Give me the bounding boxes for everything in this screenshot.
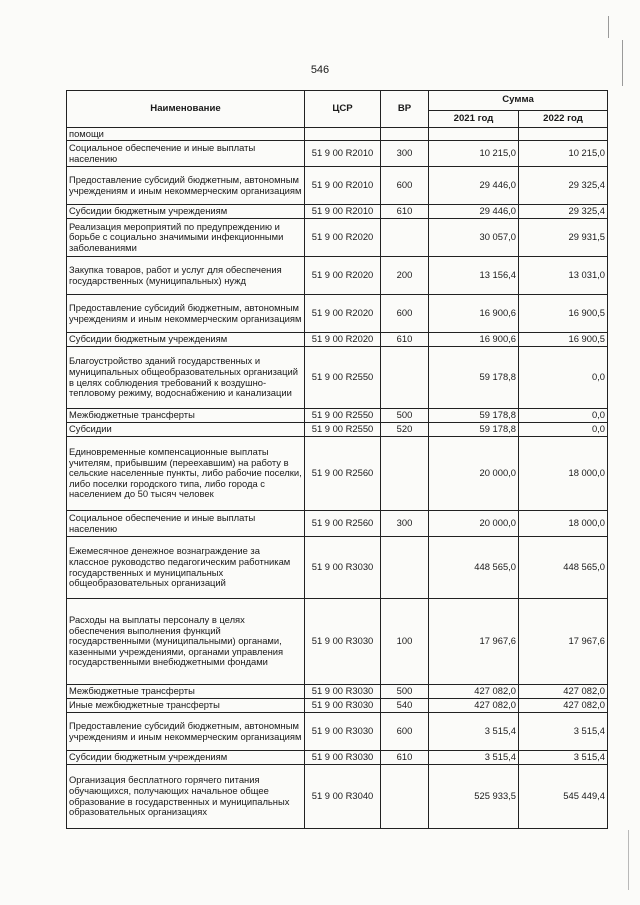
scan-edge-mark-right xyxy=(622,40,623,86)
row-amount-2022: 0,0 xyxy=(519,409,608,423)
row-amount-2022: 13 031,0 xyxy=(519,257,608,295)
row-vr-code: 610 xyxy=(381,751,429,765)
row-name: Межбюджетные трансферты xyxy=(67,685,305,699)
row-csr-code: 51 9 00 R3030 xyxy=(305,599,381,685)
row-csr-code xyxy=(305,128,381,141)
row-amount-2021: 13 156,4 xyxy=(429,257,519,295)
row-csr-code: 51 9 00 R2010 xyxy=(305,205,381,219)
row-amount-2021: 448 565,0 xyxy=(429,537,519,599)
scan-edge-mark-top xyxy=(608,16,609,38)
row-amount-2022: 427 082,0 xyxy=(519,699,608,713)
row-csr-code: 51 9 00 R2010 xyxy=(305,141,381,167)
row-name: Закупка товаров, работ и услуг для обеспечения государственных (муниципальных) нужд xyxy=(67,257,305,295)
row-vr-code xyxy=(381,128,429,141)
table-row xyxy=(67,511,608,537)
row-name: Субсидии бюджетным учреждениям xyxy=(67,333,305,347)
row-name: Субсидии бюджетным учреждениям xyxy=(67,751,305,765)
table-row xyxy=(67,751,608,765)
row-amount-2021: 59 178,8 xyxy=(429,423,519,437)
table-row xyxy=(67,423,608,437)
row-amount-2022: 3 515,4 xyxy=(519,751,608,765)
row-vr-code xyxy=(381,537,429,599)
row-name: Межбюджетные трансферты xyxy=(67,409,305,423)
row-csr-code: 51 9 00 R2550 xyxy=(305,423,381,437)
row-name: Предоставление субсидий бюджетным, автономным учреждениям и иным некоммерческим организациям xyxy=(67,295,305,333)
row-amount-2021: 427 082,0 xyxy=(429,699,519,713)
row-csr-code: 51 9 00 R2020 xyxy=(305,257,381,295)
row-amount-2022: 29 931,5 xyxy=(519,219,608,257)
row-csr-code: 51 9 00 R2560 xyxy=(305,437,381,511)
row-csr-code: 51 9 00 R2560 xyxy=(305,511,381,537)
row-amount-2021: 16 900,6 xyxy=(429,295,519,333)
row-amount-2022: 10 215,0 xyxy=(519,141,608,167)
header-year-2022: 2022 год xyxy=(519,111,608,128)
row-amount-2021: 59 178,8 xyxy=(429,347,519,409)
row-amount-2021: 59 178,8 xyxy=(429,409,519,423)
row-vr-code: 300 xyxy=(381,511,429,537)
page-number: 546 xyxy=(310,64,330,76)
row-csr-code: 51 9 00 R2020 xyxy=(305,333,381,347)
table-row xyxy=(67,128,608,141)
row-vr-code xyxy=(381,219,429,257)
row-csr-code: 51 9 00 R3030 xyxy=(305,537,381,599)
row-amount-2021: 3 515,4 xyxy=(429,713,519,751)
budget-table xyxy=(66,90,608,829)
row-amount-2022: 16 900,5 xyxy=(519,295,608,333)
row-amount-2021: 30 057,0 xyxy=(429,219,519,257)
table-row xyxy=(67,437,608,511)
row-amount-2022: 0,0 xyxy=(519,423,608,437)
row-csr-code: 51 9 00 R3030 xyxy=(305,751,381,765)
row-name: Субсидии xyxy=(67,423,305,437)
row-csr-code: 51 9 00 R3030 xyxy=(305,699,381,713)
row-name: Предоставление субсидий бюджетным, автономным учреждениям и иным некоммерческим организациям xyxy=(67,167,305,205)
row-csr-code: 51 9 00 R2010 xyxy=(305,167,381,205)
table-row xyxy=(67,205,608,219)
row-amount-2022: 18 000,0 xyxy=(519,511,608,537)
table-row xyxy=(67,599,608,685)
row-vr-code: 600 xyxy=(381,167,429,205)
row-vr-code: 610 xyxy=(381,333,429,347)
table-row xyxy=(67,219,608,257)
row-amount-2021: 17 967,6 xyxy=(429,599,519,685)
row-csr-code: 51 9 00 R2550 xyxy=(305,347,381,409)
table-row xyxy=(67,409,608,423)
row-amount-2022: 3 515,4 xyxy=(519,713,608,751)
row-amount-2022: 427 082,0 xyxy=(519,685,608,699)
row-csr-code: 51 9 00 R3030 xyxy=(305,713,381,751)
row-vr-code xyxy=(381,437,429,511)
row-vr-code: 610 xyxy=(381,205,429,219)
row-csr-code: 51 9 00 R3040 xyxy=(305,765,381,829)
table-row xyxy=(67,685,608,699)
table-row xyxy=(67,699,608,713)
row-amount-2022 xyxy=(519,128,608,141)
row-name: Организация бесплатного горячего питания обучающихся, получающих начальное общее образование в государственных и муниципальных образовательных организациях xyxy=(67,765,305,829)
header-vr: ВР xyxy=(381,91,429,128)
row-csr-code: 51 9 00 R2020 xyxy=(305,295,381,333)
row-amount-2021: 29 446,0 xyxy=(429,205,519,219)
row-name: Ежемесячное денежное вознаграждение за классное руководство педагогическим работникам государственных и муниципальных общеобразовательных организаций xyxy=(67,537,305,599)
header-csr: ЦСР xyxy=(305,91,381,128)
table-row xyxy=(67,141,608,167)
row-name: Социальное обеспечение и иные выплаты населению xyxy=(67,141,305,167)
row-csr-code: 51 9 00 R2020 xyxy=(305,219,381,257)
row-csr-code: 51 9 00 R2550 xyxy=(305,409,381,423)
row-name: Благоустройство зданий государственных и муниципальных общеобразовательных организаций в целях соблюдения требований к воздушно-тепловому режиму, водоснабжению и канализации xyxy=(67,347,305,409)
row-vr-code xyxy=(381,765,429,829)
row-csr-code: 51 9 00 R3030 xyxy=(305,685,381,699)
row-amount-2021: 20 000,0 xyxy=(429,511,519,537)
row-amount-2022: 29 325,4 xyxy=(519,205,608,219)
row-amount-2022: 448 565,0 xyxy=(519,537,608,599)
row-amount-2021: 29 446,0 xyxy=(429,167,519,205)
row-amount-2021: 20 000,0 xyxy=(429,437,519,511)
row-amount-2021 xyxy=(429,128,519,141)
row-amount-2022: 17 967,6 xyxy=(519,599,608,685)
row-vr-code: 540 xyxy=(381,699,429,713)
row-name: помощи xyxy=(67,128,305,141)
table-row xyxy=(67,713,608,751)
header-year-2021: 2021 год xyxy=(429,111,519,128)
row-amount-2022: 16 900,5 xyxy=(519,333,608,347)
row-amount-2021: 525 933,5 xyxy=(429,765,519,829)
row-vr-code: 500 xyxy=(381,685,429,699)
row-amount-2021: 10 215,0 xyxy=(429,141,519,167)
row-vr-code: 200 xyxy=(381,257,429,295)
row-amount-2022: 29 325,4 xyxy=(519,167,608,205)
row-amount-2021: 16 900,6 xyxy=(429,333,519,347)
row-vr-code: 500 xyxy=(381,409,429,423)
row-vr-code: 600 xyxy=(381,713,429,751)
row-vr-code: 100 xyxy=(381,599,429,685)
table-row xyxy=(67,333,608,347)
header-sum: Сумма xyxy=(429,91,608,111)
row-vr-code: 300 xyxy=(381,141,429,167)
row-name: Субсидии бюджетным учреждениям xyxy=(67,205,305,219)
row-name: Социальное обеспечение и иные выплаты населению xyxy=(67,511,305,537)
row-vr-code xyxy=(381,347,429,409)
row-name: Реализация мероприятий по предупреждению и борьбе с социально значимыми инфекционными заболеваниями xyxy=(67,219,305,257)
row-name: Иные межбюджетные трансферты xyxy=(67,699,305,713)
scan-edge-mark-bottom xyxy=(628,830,629,890)
row-name: Единовременные компенсационные выплаты учителям, прибывшим (переехавшим) на работу в сельские населенные пункты, либо рабочие поселки, либо поселки городского типа, либо города с населением до 50 тысяч человек xyxy=(67,437,305,511)
table-row xyxy=(67,765,608,829)
table-row xyxy=(67,347,608,409)
row-name: Расходы на выплаты персоналу в целях обеспечения выполнения функций государственными (муниципальными) органами, казенными учреждениями, органами управления государственными внебюджетными фондами xyxy=(67,599,305,685)
table-row xyxy=(67,295,608,333)
row-amount-2021: 427 082,0 xyxy=(429,685,519,699)
row-amount-2022: 0,0 xyxy=(519,347,608,409)
row-vr-code: 600 xyxy=(381,295,429,333)
header-name: Наименование xyxy=(67,91,305,128)
row-name: Предоставление субсидий бюджетным, автономным учреждениям и иным некоммерческим организациям xyxy=(67,713,305,751)
row-amount-2021: 3 515,4 xyxy=(429,751,519,765)
row-vr-code: 520 xyxy=(381,423,429,437)
table-row xyxy=(67,537,608,599)
table-row xyxy=(67,167,608,205)
row-amount-2022: 18 000,0 xyxy=(519,437,608,511)
table-row xyxy=(67,257,608,295)
table-header xyxy=(67,91,608,128)
table-body xyxy=(67,128,608,829)
row-amount-2022: 545 449,4 xyxy=(519,765,608,829)
